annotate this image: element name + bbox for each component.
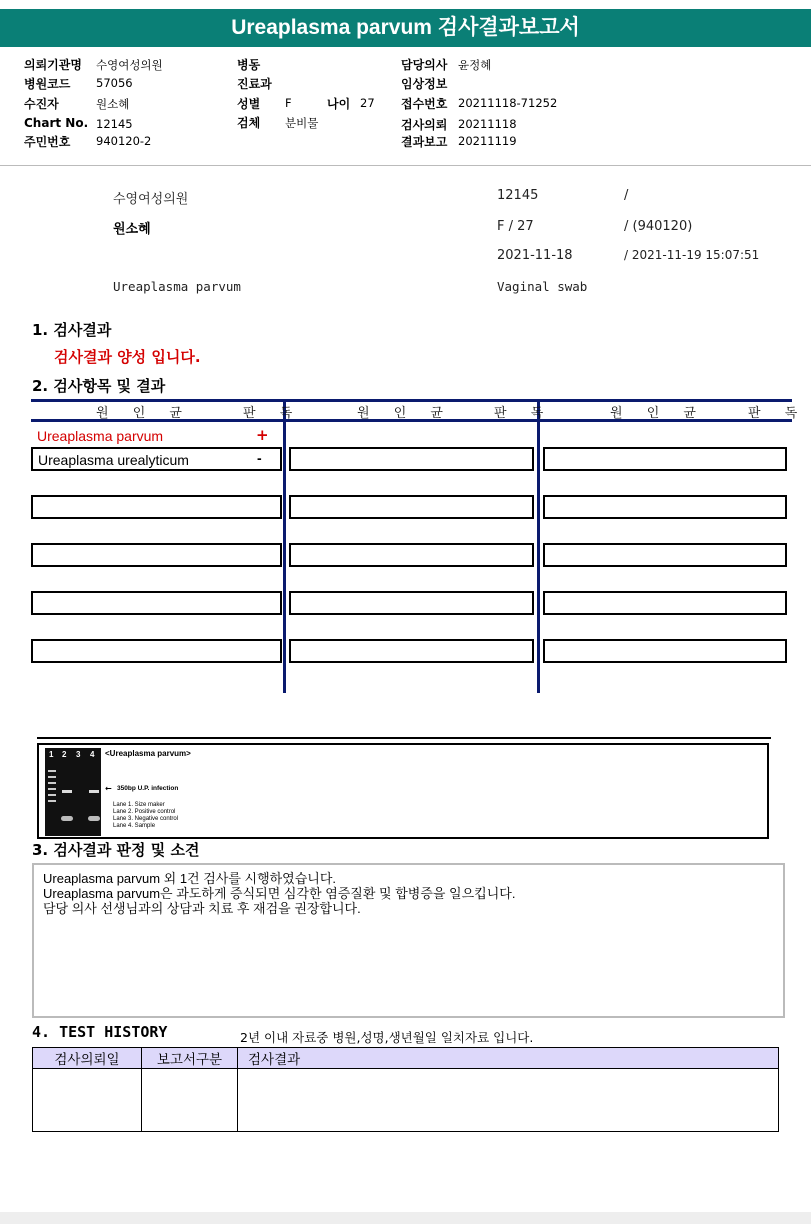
lane-number: 1 xyxy=(49,750,54,759)
lane-number: 2 xyxy=(62,750,67,759)
history-col-header: 검사결과 xyxy=(238,1048,779,1069)
header-value: 20211119 xyxy=(458,134,517,148)
header-value: 20211118 xyxy=(458,117,517,131)
result-cell xyxy=(31,543,282,567)
header-label: 접수번호 xyxy=(401,97,448,111)
history-cell xyxy=(142,1069,238,1132)
header-label: 임상정보 xyxy=(401,77,448,91)
history-cell xyxy=(238,1069,779,1132)
result-cell xyxy=(289,639,534,663)
result-cell xyxy=(289,495,534,519)
result-cell xyxy=(543,543,787,567)
info-chart: 12145 xyxy=(497,188,539,203)
column-header-judgement: 판 독 xyxy=(494,406,554,421)
history-cell xyxy=(33,1069,142,1132)
header-label: 주민번호 xyxy=(24,135,71,149)
table-row xyxy=(33,1069,779,1132)
gel-legend-line: Lane 4. Sample xyxy=(113,823,156,829)
gel-legend-line: Lane 1. Size maker xyxy=(113,802,165,808)
gel-band xyxy=(48,770,56,772)
info-test: Ureaplasma parvum xyxy=(113,279,241,294)
gel-band xyxy=(61,816,73,821)
info-slash: / xyxy=(624,188,629,203)
header-label: 결과보고 xyxy=(401,135,448,149)
section-heading: 4. TEST HISTORY xyxy=(32,1023,168,1041)
column-divider xyxy=(537,399,540,693)
header-value: 27 xyxy=(360,96,375,110)
result-cell xyxy=(289,543,534,567)
column-header-pathogen: 원 인 균 xyxy=(357,406,453,421)
column-header-pathogen: 원 인 균 xyxy=(96,406,192,421)
gel-image xyxy=(45,748,101,836)
gel-legend-line: Lane 2. Positive control xyxy=(113,809,176,815)
result-cell xyxy=(31,447,282,471)
positive-result: 검사결과 양성 입니다. xyxy=(54,348,201,366)
header-label: 검체 xyxy=(237,116,261,130)
lane-number: 3 xyxy=(76,750,81,759)
gel-band xyxy=(88,816,100,821)
section-heading: 2. 검사항목 및 결과 xyxy=(32,377,166,395)
column-header-pathogen: 원 인 균 xyxy=(610,406,706,421)
header-label: 병원코드 xyxy=(24,77,71,91)
history-col-header: 보고서구분 xyxy=(142,1048,238,1069)
result-cell xyxy=(543,447,787,471)
lane-number: 4 xyxy=(90,750,95,759)
section-heading: 1. 검사결과 xyxy=(32,321,112,339)
info-specimen: Vaginal swab xyxy=(497,279,588,294)
info-patient: 원소혜 xyxy=(113,222,151,237)
info-sex-age: F / 27 xyxy=(497,219,534,234)
history-table xyxy=(32,1047,779,1132)
bottom-bar xyxy=(0,1212,811,1224)
header-label: Chart No. xyxy=(24,116,89,130)
header-label: 병동 xyxy=(237,58,261,72)
gel-band xyxy=(48,800,56,802)
gel-legend-line: Lane 3. Negative control xyxy=(113,816,179,822)
report-title: Ureaplasma parvum 검사결과보고서 xyxy=(0,9,811,47)
column-divider xyxy=(283,399,286,693)
gel-title: <Ureaplasma parvum> xyxy=(105,749,191,758)
header-label: 수진자 xyxy=(24,97,59,111)
result-cell xyxy=(289,591,534,615)
info-received-date: 2021-11-18 xyxy=(497,248,573,263)
comment-line: Ureaplasma parvum 외 1건 검사를 시행하였습니다. xyxy=(43,871,337,886)
comment-box xyxy=(32,863,785,1018)
column-header-judgement: 판 독 xyxy=(243,406,303,421)
header-label: 나이 xyxy=(327,97,351,111)
result-cell xyxy=(31,639,282,663)
gel-separator xyxy=(37,737,771,739)
pathogen-result-positive: + xyxy=(256,426,269,444)
header-value: 57056 xyxy=(96,76,133,90)
comment-line: Ureaplasma parvum은 과도하게 증식되면 심각한 염증질환 및 합병증을 일으킵니다. xyxy=(43,886,516,901)
gel-image-frame xyxy=(37,743,769,839)
header-value: 윤정혜 xyxy=(458,58,492,72)
header-value: 20211118-71252 xyxy=(458,96,558,110)
result-cell xyxy=(543,639,787,663)
gel-band xyxy=(48,788,56,790)
gel-band-label: 350bp U.P. infection xyxy=(117,785,179,792)
info-hospital: 수영여성의원 xyxy=(113,192,189,207)
gel-band xyxy=(89,790,99,793)
header-value: 12145 xyxy=(96,117,133,131)
gel-arrow-icon: ← xyxy=(105,784,112,793)
history-col-header: 검사의뢰일 xyxy=(33,1048,142,1069)
gel-band xyxy=(48,782,56,784)
header-value: F xyxy=(285,96,292,110)
pathogen-result: - xyxy=(257,450,262,466)
header-label: 진료과 xyxy=(237,77,272,91)
header-value: 수영여성의원 xyxy=(96,58,163,72)
pathogen-name-positive: Ureaplasma parvum xyxy=(37,428,164,444)
gel-band xyxy=(48,776,56,778)
header-label: 담당의사 xyxy=(401,58,448,72)
header-value: 원소혜 xyxy=(96,97,130,111)
header-label: 검사의뢰 xyxy=(401,118,448,132)
info-reported-date: / 2021-11-19 15:07:51 xyxy=(624,248,760,262)
result-cell xyxy=(31,495,282,519)
result-cell xyxy=(543,495,787,519)
header-label: 의뢰기관명 xyxy=(24,58,82,72)
pathogen-name: Ureaplasma urealyticum xyxy=(38,452,189,468)
header-value: 분비물 xyxy=(285,116,319,130)
section-heading: 3. 검사결과 판정 및 소견 xyxy=(32,841,200,859)
result-cell xyxy=(31,591,282,615)
comment-line: 담당 의사 선생님과의 상담과 치료 후 재검을 권장합니다. xyxy=(43,901,361,916)
column-header-judgement: 판 독 xyxy=(748,406,808,421)
result-cell xyxy=(543,591,787,615)
gel-band xyxy=(62,790,72,793)
gel-band xyxy=(48,794,56,796)
header-label: 성별 xyxy=(237,97,261,111)
result-cell xyxy=(289,447,534,471)
history-note: 2년 이내 자료중 병원,성명,생년월일 일치자료 입니다. xyxy=(240,1030,534,1045)
header-value: 940120-2 xyxy=(96,134,152,148)
info-birth: / (940120) xyxy=(624,219,693,234)
